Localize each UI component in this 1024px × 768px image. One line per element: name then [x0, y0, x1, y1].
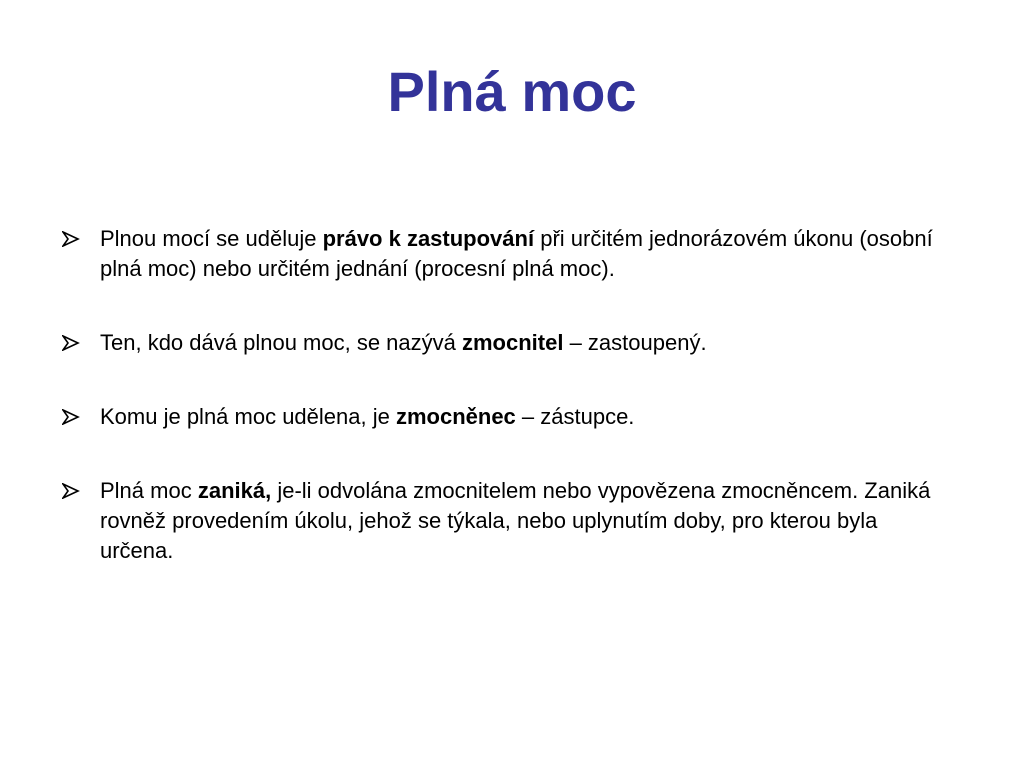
bullet-4-text-b: je-li odvolána zmocnitelem nebo vypovězena zmocněncem. Zaniká rovněž provedením úkolu, jehož se týkala, nebo uplynutím doby, pro kterou byla určena. — [100, 478, 931, 563]
bullet-3-text-b: – zástupce. — [515, 404, 635, 429]
bullet-3-text — [100, 404, 634, 429]
bullet-1-text — [100, 226, 933, 281]
bullet-item-3 — [62, 402, 942, 432]
bullet-1-bold: právo k zastupování — [322, 226, 535, 251]
bullet-3-text-a: Komu je plná moc udělena, je — [100, 404, 396, 429]
slide-title: Plná moc — [387, 60, 637, 123]
arrow-bullet-icon — [62, 483, 80, 499]
bullet-3-bold: zmocněnec — [395, 404, 516, 429]
bullet-2-text-a: Ten, kdo dává plnou moc, se nazývá — [100, 330, 462, 355]
bullet-item-1 — [62, 224, 942, 284]
bullet-2-bold: zmocnitel — [462, 330, 564, 355]
bullet-list — [62, 224, 942, 566]
bullet-4-bold: zaniká, — [197, 478, 272, 503]
bullet-2-text — [100, 330, 707, 355]
bullet-item-2 — [62, 328, 942, 358]
bullet-1-text-b: při určitém jednorázovém úkonu (osobní plná moc) nebo určitém jednání (procesní plná moc). — [100, 226, 933, 281]
arrow-bullet-icon — [62, 409, 80, 425]
bullet-1-text-a: Plnou mocí se uděluje — [100, 226, 323, 251]
bullet-4-text-a: Plná moc — [100, 478, 198, 503]
bullet-2-text-b: – zastoupený. — [563, 330, 707, 355]
bullet-4-text — [100, 478, 930, 563]
arrow-bullet-icon — [62, 335, 80, 351]
bullet-item-4 — [62, 476, 942, 566]
arrow-bullet-icon — [62, 231, 80, 247]
